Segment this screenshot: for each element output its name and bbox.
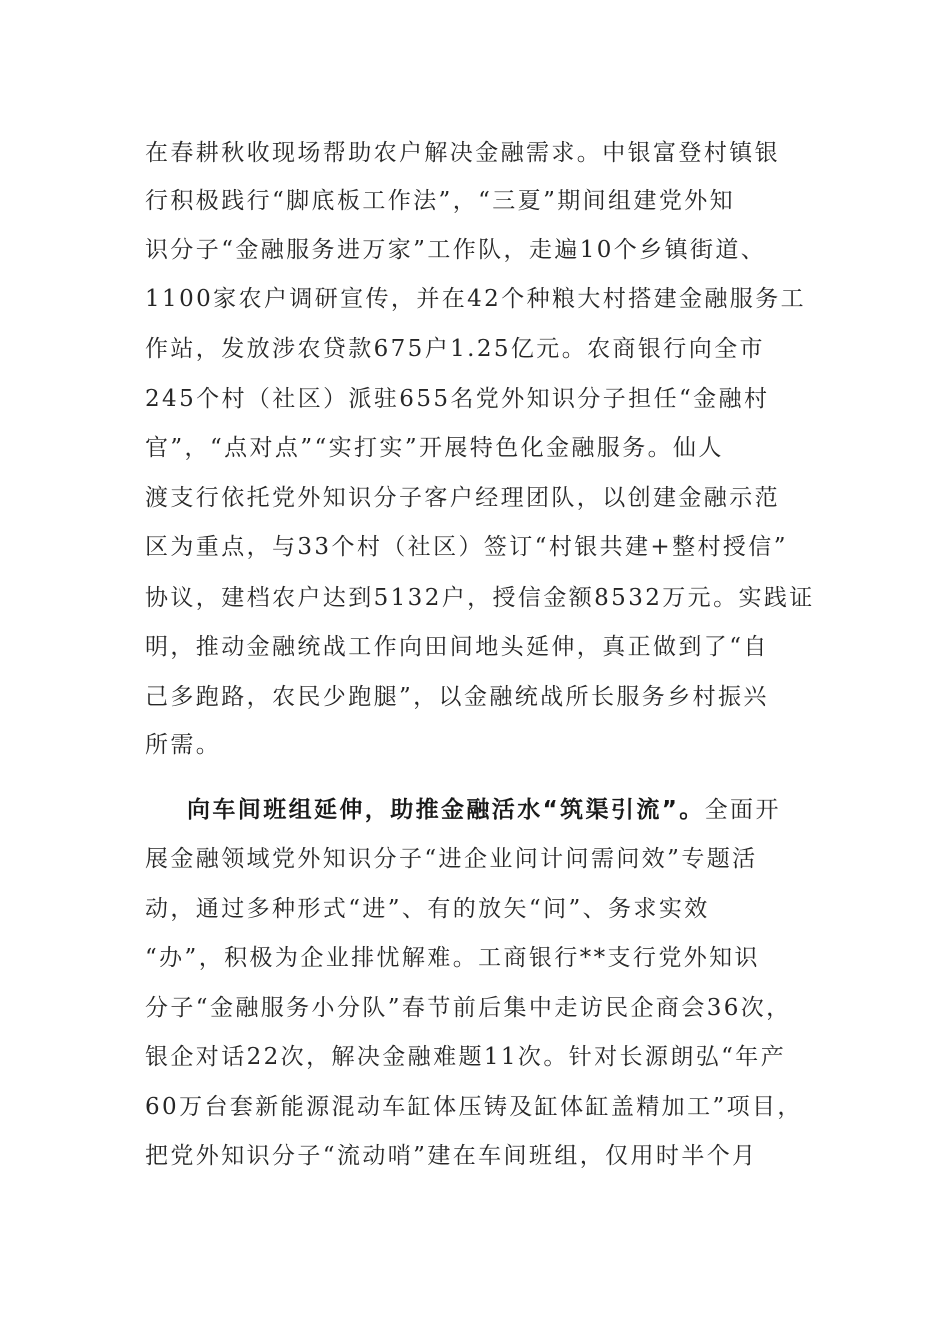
- text-line: 展金融领域党外知识分子“进企业问计问需问效”专题活: [145, 846, 758, 872]
- text-line: 1100家农户调研宣传，并在42个种粮大村搭建金融服务工: [145, 286, 806, 312]
- text-line: 把党外知识分子“流动哨”建在车间班组，仅用时半个月: [145, 1143, 758, 1169]
- text-line: 银企对话22次，解决金融难题11次。针对长源朗弘“年产: [145, 1044, 787, 1070]
- text-line: 分子“金融服务小分队”春节前后集中走访民企商会36次，: [145, 995, 792, 1021]
- text-line: 在春耕秋收现场帮助农户解决金融需求。中银富登村镇银: [145, 140, 780, 166]
- text-fragment: 全面开: [704, 797, 781, 823]
- paragraph-heading-line: [187, 790, 835, 830]
- text-line: 行积极践行“脚底板工作法”，“三夏”期间组建党外知: [145, 188, 736, 214]
- section-heading: 向车间班组延伸，助推金融活水“筑渠引流”。: [187, 797, 705, 823]
- text-line: 明，推动金融统战工作向田间地头延伸，真正做到了“自: [145, 634, 769, 660]
- text-line: 60万台套新能源混动车缸体压铸及缸体缸盖精加工”项目，: [145, 1094, 803, 1120]
- text-line: 协议，建档农户达到5132户，授信金额8532万元。实践证: [145, 585, 815, 611]
- text-line: “办”，积极为企业排忧解难。工商银行**支行党外知识: [145, 945, 760, 971]
- text-line: 所需。: [145, 732, 222, 758]
- text-line: 识分子“金融服务进万家”工作队，走遍10个乡镇街道、: [145, 237, 767, 263]
- text-line: 区为重点，与33个村（社区）签订“村银共建+整村授信”: [145, 534, 788, 560]
- text-line: 作站，发放涉农贷款675户1.25亿元。农商银行向全市: [145, 336, 765, 362]
- text-line: 动，通过多种形式“进”、有的放矢“问”、务求实效: [145, 896, 710, 922]
- text-line: 渡支行依托党外知识分子客户经理团队，以创建金融示范: [145, 485, 780, 511]
- text-line: 官”，“点对点”“实打实”开展特色化金融服务。仙人: [145, 435, 724, 461]
- text-line: 245个村（社区）派驻655名党外知识分子担任“金融村: [145, 386, 770, 412]
- text-line: 己多跑路，农民少跑腿”，以金融统战所长服务乡村振兴: [145, 684, 769, 710]
